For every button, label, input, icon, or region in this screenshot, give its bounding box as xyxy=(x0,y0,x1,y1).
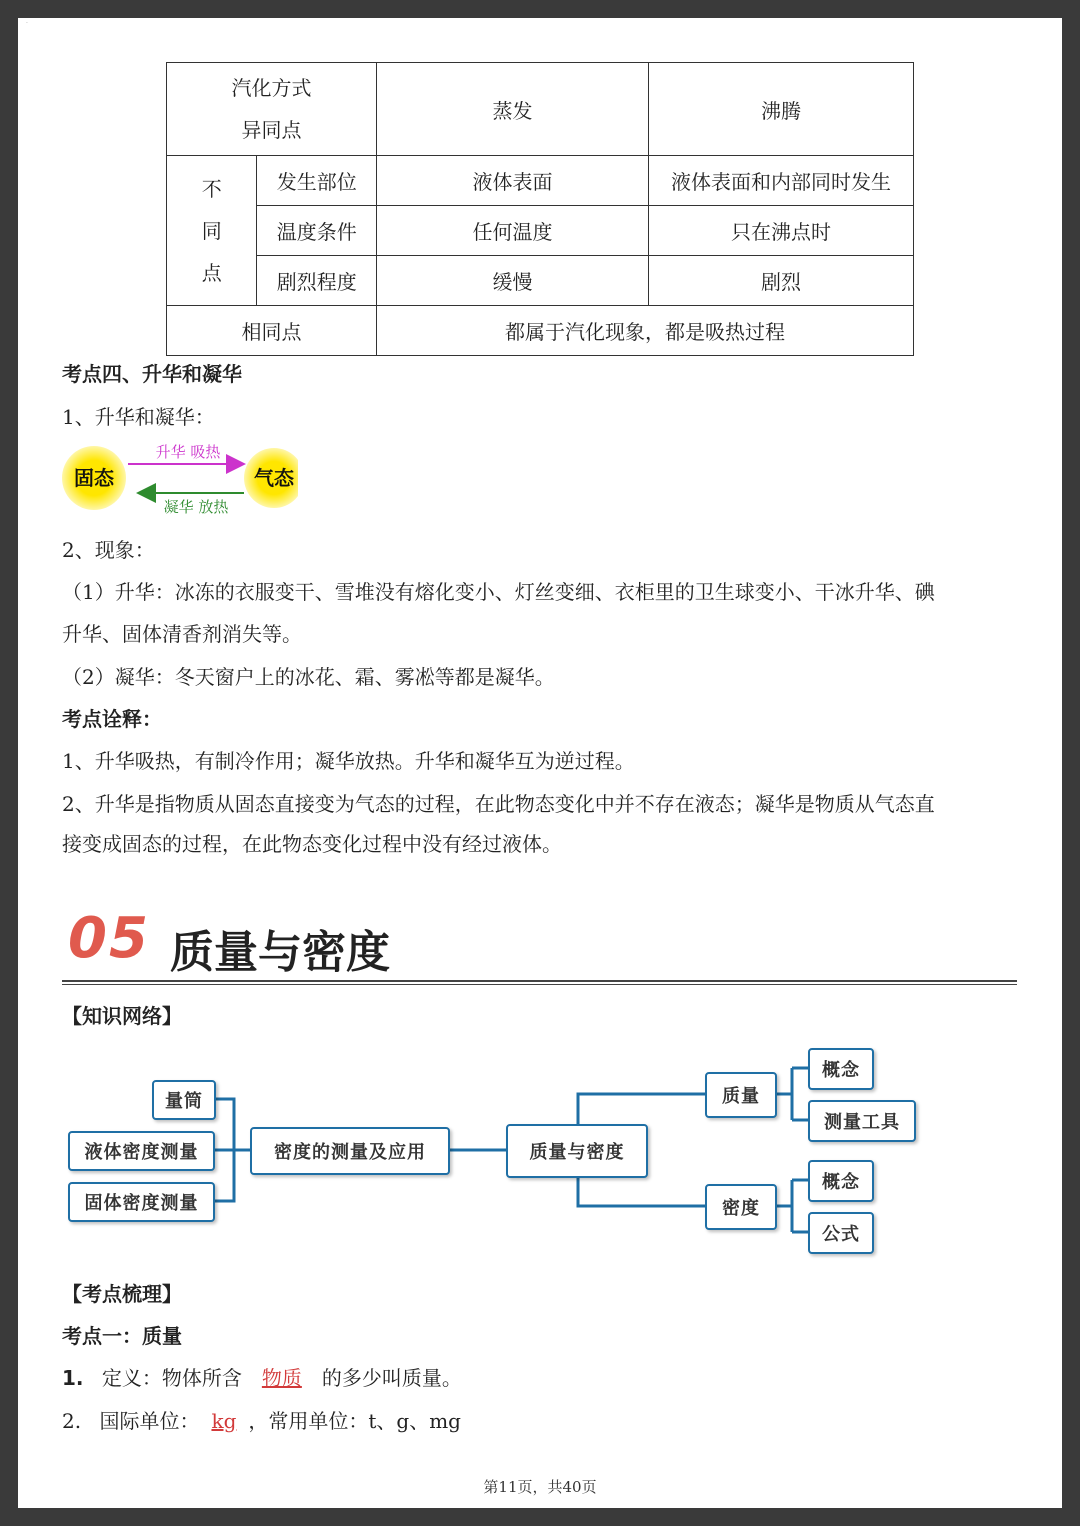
page-footer: 第11页，共40页 xyxy=(483,1478,597,1496)
sublimation-examples-1: （1）升华：冰冻的衣服变干、雪堆没有熔化变小、灯丝变细、衣柜里的卫生球变小、干冰升华、碘 xyxy=(62,580,935,604)
diff-char: 同 xyxy=(201,218,222,243)
table-header-cell xyxy=(167,63,377,156)
note-1: 1、升华吸热，有制冷作用；凝华放热。升华和凝华互为逆过程。 xyxy=(62,749,635,773)
header-line2: 异同点 xyxy=(241,118,302,142)
diff-char: 点 xyxy=(201,260,222,285)
evaporation-boiling-table xyxy=(166,62,914,356)
gas-label: 气态 xyxy=(254,466,294,490)
note-2-line1: 2、升华是指物质从固态直接变为气态的过程，在此物态变化中并不存在液态；凝华是物质从气态直 xyxy=(62,792,935,816)
unit-number: 2. xyxy=(62,1409,82,1433)
node-density-formula: 公式 xyxy=(808,1212,874,1254)
node-solid-density: 固体密度测量 xyxy=(68,1182,215,1222)
def-answer: 物质 xyxy=(261,1366,302,1390)
table-col-evaporation: 蒸发 xyxy=(377,63,649,156)
mass-definition xyxy=(62,1362,462,1391)
node-mass: 质量 xyxy=(705,1072,777,1118)
node-density-measurement: 密度的测量及应用 xyxy=(250,1127,450,1175)
section-title: 质量与密度 xyxy=(170,927,390,978)
row-boiling: 液体表面和内部同时发生 xyxy=(649,156,914,206)
row-label: 剧烈程度 xyxy=(257,256,377,306)
row-boiling: 剧烈 xyxy=(649,256,914,306)
deposition-examples: （2）凝华：冬天窗户上的冰花、霜、雾凇等都是凝华。 xyxy=(62,665,555,689)
row-evaporation: 液体表面 xyxy=(377,156,649,206)
kp4-item2: 2、现象： xyxy=(62,538,155,562)
unit-pre: 国际单位： xyxy=(99,1409,200,1433)
def-post: 的多少叫质量。 xyxy=(321,1366,462,1390)
sublimation-diagram xyxy=(58,438,298,518)
node-density-concept: 概念 xyxy=(808,1160,874,1202)
kp4-heading: 考点四、升华和凝华 xyxy=(62,362,242,386)
sublimation-examples-2: 升华、固体清香剂消失等。 xyxy=(62,622,302,646)
kp1-heading: 考点一：质量 xyxy=(62,1324,182,1348)
node-mass-tool: 测量工具 xyxy=(808,1100,916,1142)
unit-answer: kg xyxy=(211,1409,237,1433)
row-boiling: 只在沸点时 xyxy=(649,206,914,256)
diff-label-cell xyxy=(167,156,257,306)
node-liquid-density: 液体密度测量 xyxy=(68,1131,215,1171)
node-mass-and-density: 质量与密度 xyxy=(506,1124,648,1178)
header-line1: 汽化方式 xyxy=(231,76,312,100)
deposition-label: 凝华 放热 xyxy=(163,498,229,516)
node-density: 密度 xyxy=(705,1184,777,1230)
solid-label: 固态 xyxy=(74,466,114,490)
row-evaporation: 任何温度 xyxy=(377,206,649,256)
same-label: 相同点 xyxy=(167,306,377,356)
row-label: 发生部位 xyxy=(257,156,377,206)
document-page xyxy=(18,18,1062,1508)
same-text: 都属于汽化现象，都是吸热过程 xyxy=(377,306,914,356)
row-evaporation: 缓慢 xyxy=(377,256,649,306)
mass-units xyxy=(62,1405,461,1434)
section-number: 05 xyxy=(68,906,150,971)
sublimation-label: 升华 吸热 xyxy=(155,443,221,461)
def-pre: 定义：物体所含 xyxy=(101,1366,242,1390)
section-rule xyxy=(62,980,1017,982)
def-number: 1. xyxy=(62,1366,84,1390)
row-label: 温度条件 xyxy=(257,206,377,256)
node-mass-concept: 概念 xyxy=(808,1048,874,1090)
section-rule-thin xyxy=(62,984,1017,985)
node-measuring-cylinder: 量筒 xyxy=(152,1080,216,1120)
network-heading: 【知识网络】 xyxy=(62,1004,182,1028)
note-2-line2: 接变成固态的过程，在此物态变化过程中没有经过液体。 xyxy=(62,832,562,856)
diff-char: 不 xyxy=(201,176,222,201)
unit-post: ，常用单位：t、g、mg xyxy=(248,1409,461,1433)
review-heading: 【考点梳理】 xyxy=(62,1282,182,1306)
note-heading: 考点诠释： xyxy=(62,707,162,731)
table-col-boiling: 沸腾 xyxy=(649,63,914,156)
kp4-item1: 1、升华和凝华： xyxy=(62,405,215,429)
corner-mark: · xyxy=(26,20,28,27)
